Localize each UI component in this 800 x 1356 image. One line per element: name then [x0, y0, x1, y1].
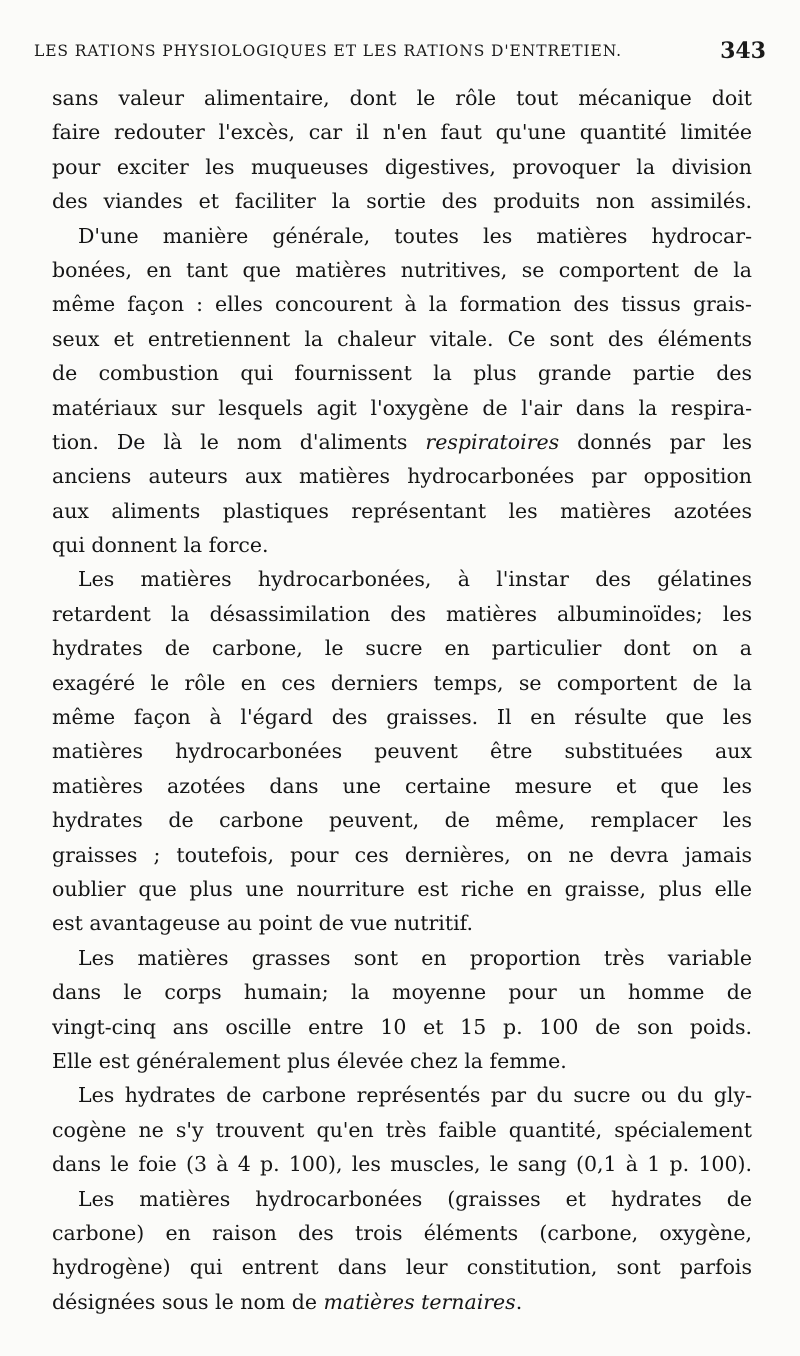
text-line: [52, 1285, 752, 1319]
body-text: [52, 81, 752, 1319]
text-line: seux et entretiennent la chaleur vitale. Ce sont des éléments: [52, 326, 752, 351]
text-line: carbone) en raison des trois éléments (carbone, oxygène,: [52, 1220, 752, 1245]
text-line: sans valeur alimentaire, dont le rôle tout mécanique doit: [52, 86, 752, 110]
text-line: hydrogène) qui entrent dans leur constitution, sont parfois: [52, 1255, 752, 1280]
text-line: de combustion qui fournissent la plus grande partie des: [52, 361, 752, 386]
text-line: retardent la désassimilation des matières albuminoïdes; les: [52, 601, 752, 626]
text-line: Elle est généralement plus élevée chez la femme.: [52, 1048, 567, 1073]
text-line: pour exciter les muqueuses digestives, provoquer la division: [52, 154, 752, 179]
text-line: Les matières grasses sont en proportion très variable: [78, 945, 752, 970]
page-number: 343: [720, 38, 766, 64]
text-line: vingt-cinq ans oscille entre 10 et 15 p. 100 de son poids.: [52, 1014, 752, 1039]
text-line: même façon : elles concourent à la formation des tissus grais-: [52, 292, 752, 317]
text-line: Les matières hydrocarbonées (graisses et hydrates de: [78, 1186, 752, 1211]
text-line: hydrates de carbone peuvent, de même, remplacer les: [52, 808, 752, 833]
text-line: cogène ne s'y trouvent qu'en très faible quantité, spécialement: [52, 1117, 752, 1142]
text-line: oublier que plus une nourriture est riche en graisse, plus elle: [52, 876, 752, 901]
text-line: [52, 425, 752, 459]
text-line: matériaux sur lesquels agit l'oxygène de l'air dans la respira-: [52, 395, 752, 420]
text-segment: .: [515, 1289, 523, 1314]
text-line: Les hydrates de carbone représentés par du sucre ou du gly-: [78, 1083, 752, 1108]
text-line: anciens auteurs aux matières hydrocarbonées par opposition: [52, 464, 752, 489]
running-head: LES RATIONS PHYSIOLOGIQUES ET LES RATIONS D'ENTRETIEN.: [34, 42, 622, 60]
text-line: qui donnent la force.: [52, 533, 269, 558]
text-line: dans le corps humain; la moyenne pour un homme de: [52, 980, 752, 1005]
italic-term: matières ternaires: [323, 1289, 516, 1314]
text-line: dans le foie (3 à 4 p. 100), les muscles, le sang (0,1 à 1 p. 100).: [52, 1152, 752, 1177]
text-line: hydrates de carbone, le sucre en particulier dont on a: [52, 636, 752, 661]
text-segment: tion. De là le nom d'aliments: [52, 429, 426, 454]
text-segment: désignées sous le nom de: [52, 1289, 324, 1314]
text-line: matières azotées dans une certaine mesure et que les: [52, 773, 752, 798]
text-line: exagéré le rôle en ces derniers temps, se comportent de la: [52, 670, 752, 695]
text-line: des viandes et faciliter la sortie des produits non assimilés.: [52, 189, 752, 214]
text-segment: donnés par les: [559, 429, 752, 454]
text-line: Les matières hydrocarbonées, à l'instar des gélatines: [78, 567, 752, 592]
page-header: [34, 38, 766, 78]
text-line: même façon à l'égard des graisses. Il en résulte que les: [52, 705, 752, 730]
text-line: graisses ; toutefois, pour ces dernières, on ne devra jamais: [52, 842, 752, 867]
text-line: matières hydrocarbonées peuvent être substituées aux: [52, 739, 752, 764]
text-line: bonées, en tant que matières nutritives, se comportent de la: [52, 257, 752, 282]
text-line: faire redouter l'excès, car il n'en faut qu'une quantité limitée: [52, 120, 752, 145]
text-line: D'une manière générale, toutes les matières hydrocar-: [78, 223, 752, 248]
text-line: aux aliments plastiques représentant les matières azotées: [52, 498, 752, 523]
italic-term: respiratoires: [425, 429, 560, 454]
text-line: est avantageuse au point de vue nutritif.: [52, 911, 474, 936]
